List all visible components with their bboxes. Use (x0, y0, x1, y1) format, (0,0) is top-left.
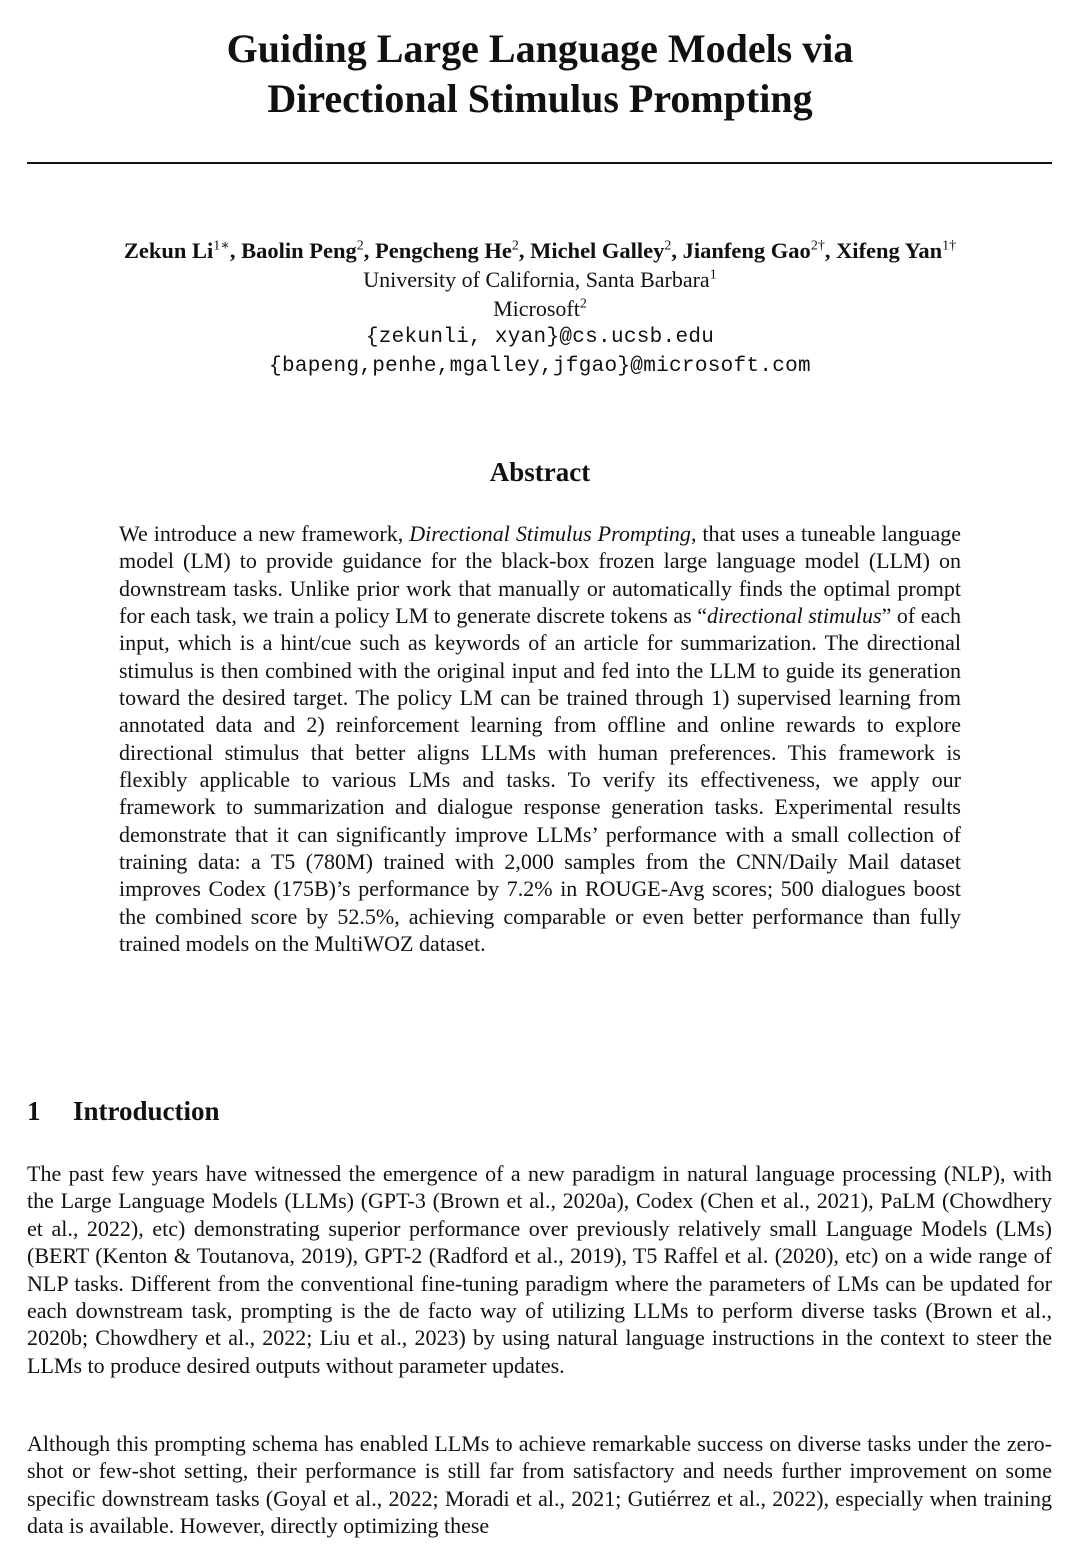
abstract-text: We introduce a new framework, Directional Stimulus Prompting, that uses a tuneable language model (LM) to provide guidance for the black-box frozen large language model (LLM) on downstream tasks. Unlike prior work that manually or automatically finds the optimal prompt for each task, we train a policy LM to generate discrete tokens as “directional stimulus” of each input, which is a hint/cue such as keywords of an article for summarization. The directional stimulus is then combined with the original input and fed into the LLM to guide its generation toward the desired target. The policy LM can be trained through 1) supervised learning from annotated data and 2) reinforcement learning from offline and online rewards to explore directional stimulus that better aligns LLMs with human preferences. This framework is flexibly applicable to various LMs and tasks. To verify its effectiveness, we apply our framework to summarization and dialogue response generation tasks. Experimental results demonstrate that it can significantly improve LLMs’ performance with a small collection of training data: a T5 (780M) trained with 2,000 samples from the CNN/Daily Mail dataset improves Codex (175B)’s performance by 7.2% in ROUGE-Avg scores; 500 dialogues boost the combined score by 52.5%, achieving comparable or even better performance than fully trained models on the MultiWOZ dataset. (119, 521, 962, 957)
emphasis-term: directional stimulus (706, 603, 882, 629)
email-ucsb: {zekunli, xyan}@cs.ucsb.edu (365, 326, 715, 349)
author: Michel Galley$^2$, (530, 238, 683, 263)
section-title: Introduction (73, 1096, 220, 1126)
intro-paragraph-2: Although this prompting schema has enabled LLMs to achieve remarkable success on diverse tasks under the zero-shot or few-shot setting, their performance is still far from satisfactory and needs further improvement on some specific downstream tasks (Goyal et al., 2022; Moradi et al., 2021; Gutiérrez et al., 2022), especially when training data is available. However, directly optimizing these (27, 1431, 1052, 1539)
affiliation-microsoft: Microsoft$^2$ (493, 296, 587, 321)
author-block (0, 236, 1080, 381)
paper-title (0, 24, 1080, 124)
author: Xifeng Yan$^{1\dagger}$ (836, 238, 957, 263)
title-line-1: Guiding Large Language Models via (226, 26, 854, 71)
author: Jianfeng Gao$^{2\dagger}$, (682, 238, 837, 263)
emphasis-term: Directional Stimulus Prompting (409, 521, 691, 546)
author-list (0, 236, 1080, 265)
email-microsoft: {bapeng,penhe,mgalley,jfgao}@microsoft.com (269, 355, 811, 378)
intro-paragraph-1: The past few years have witnessed the emergence of a new paradigm in natural language processing (NLP), with the Large Language Models (LLMs) (GPT-3 (Brown et al., 2020a), Codex (Chen et al., 2021), PaLM (Chowdhery et al., 2022), etc) demonstrating superior performance over previously relatively small Language Models (LMs) (BERT (Kenton & Toutanova, 2019), GPT-2 (Radford et al., 2019), T5 Raffel et al. (2020), etc) on a wide range of NLP tasks. Different from the conventional fine-tuning paradigm where the parameters of LMs can be updated for each downstream task, prompting is the de facto way of utilizing LLMs to perform diverse tasks (Brown et al., 2020b; Chowdhery et al., 2022; Liu et al., 2023) by using natural language instructions in the context to steer the LLMs to produce desired outputs without parameter updates. (27, 1161, 1052, 1378)
section-number: 1 (27, 1096, 41, 1126)
author: Zekun $Li^{1∗}$, (123, 238, 242, 263)
title-line-2: Directional Stimulus Prompting (267, 76, 813, 121)
author: Baolin Peng$^2$, (241, 238, 375, 263)
section-heading-introduction (27, 1093, 220, 1129)
title-rule (27, 162, 1052, 164)
affiliation-ucsb: University of California, Santa Barbara$^1$ (363, 267, 717, 292)
author: Pengcheng He$^2$, (374, 238, 531, 263)
abstract-heading: Abstract (489, 457, 591, 487)
